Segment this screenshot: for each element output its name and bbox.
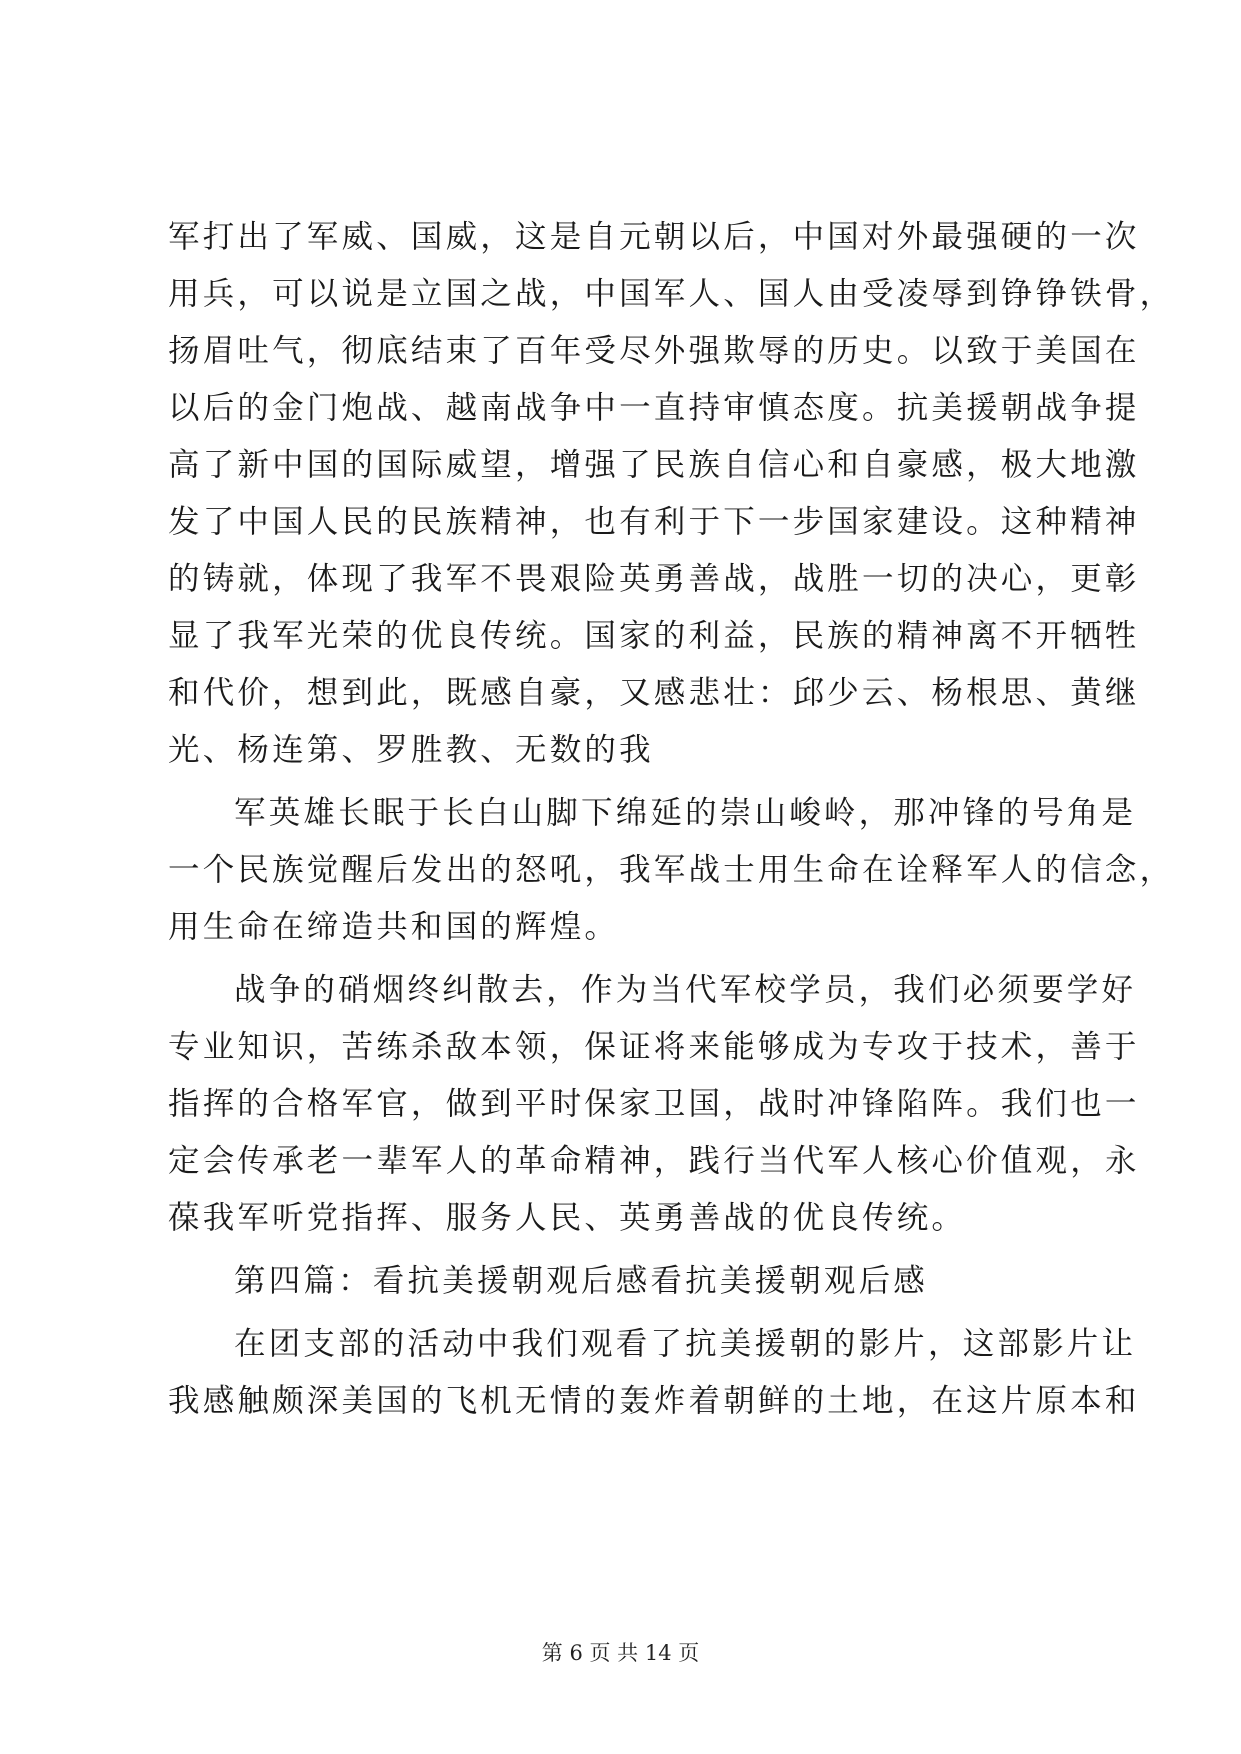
section-heading: 第四篇：看抗美援朝观后感看抗美援朝观后感	[234, 1263, 929, 1299]
text-line: 我感触颇深美国的飞机无情的轰炸着朝鲜的土地，在这片原本和	[168, 1383, 1140, 1419]
text-line: 显了我军光荣的优良传统。国家的利益，民族的精神离不开牺牲	[168, 618, 1140, 654]
text-line: 用生命在缔造共和国的辉煌。	[168, 909, 620, 945]
page-footer	[0, 1638, 1241, 1668]
text-line: 扬眉吐气，彻底结束了百年受尽外强欺辱的历史。以致于美国在	[168, 333, 1140, 369]
text-line: 光、杨连第、罗胜教、无数的我	[168, 732, 654, 768]
text-line: 一个民族觉醒后发出的怒吼，我军战士用生命在诠释军人的信念，	[168, 852, 1175, 888]
text-line: 的铸就，体现了我军不畏艰险英勇善战，战胜一切的决心，更彰	[168, 561, 1140, 597]
text-line: 葆我军听党指挥、服务人民、英勇善战的优良传统。	[168, 1200, 967, 1236]
text-line: 定会传承老一辈军人的革命精神，践行当代军人核心价值观，永	[168, 1143, 1140, 1179]
text-line: 指挥的合格军官，做到平时保家卫国，战时冲锋陷阵。我们也一	[168, 1086, 1140, 1122]
text-line: 用兵，可以说是立国之战，中国军人、国人由受凌辱到铮铮铁骨，	[168, 276, 1175, 312]
paragraph-start-line: 战争的硝烟终纠散去，作为当代军校学员，我们必须要学好	[234, 972, 1137, 1008]
text-line: 以后的金门炮战、越南战争中一直持审慎态度。抗美援朝战争提	[168, 390, 1140, 426]
paragraph-start-line: 在团支部的活动中我们观看了抗美援朝的影片，这部影片让	[234, 1326, 1137, 1362]
text-line: 军打出了军威、国威，这是自元朝以后，中国对外最强硬的一次	[168, 219, 1140, 255]
page-number: 第 6 页 共 14 页	[541, 1641, 700, 1665]
text-line: 专业知识，苦练杀敌本领，保证将来能够成为专攻于技术，善于	[168, 1029, 1140, 1065]
text-line: 和代价，想到此，既感自豪，又感悲壮：邱少云、杨根思、黄继	[168, 675, 1140, 711]
paragraph-start-line: 军英雄长眠于长白山脚下绵延的崇山峻岭，那冲锋的号角是	[234, 795, 1137, 831]
text-line: 高了新中国的国际威望，增强了民族自信心和自豪感，极大地激	[168, 447, 1140, 483]
text-line: 发了中国人民的民族精神，也有利于下一步国家建设。这种精神	[168, 504, 1140, 540]
